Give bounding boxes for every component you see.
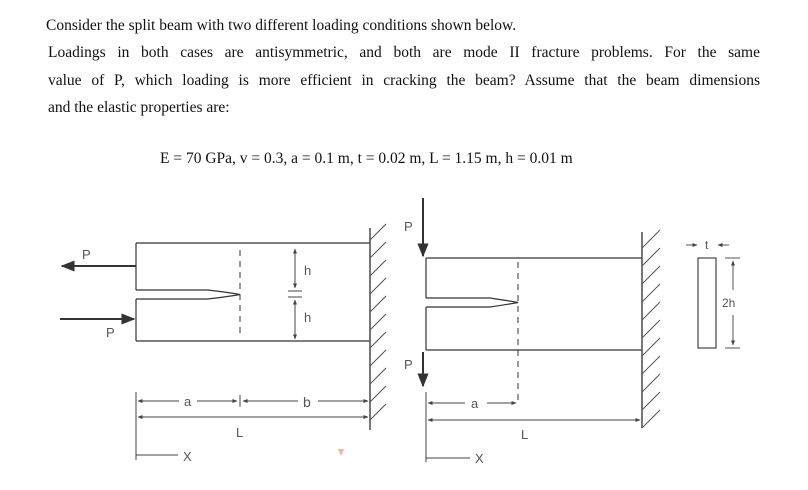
load-1-top-label: P bbox=[82, 247, 91, 262]
stray-mark-dot bbox=[338, 449, 344, 456]
load-2-top-label: P bbox=[404, 219, 413, 234]
axis-x-1: X bbox=[183, 449, 192, 464]
dim-L-2: L bbox=[521, 427, 529, 442]
load-1-bottom-label: P bbox=[106, 325, 115, 340]
wall-1 bbox=[370, 224, 386, 430]
beam-1-outline bbox=[136, 243, 370, 341]
wall-2 bbox=[642, 230, 660, 428]
dim-2h: 2h bbox=[722, 296, 736, 310]
figure-2-beam bbox=[404, 198, 660, 466]
axis-x-2: X bbox=[475, 451, 484, 466]
material-properties: E = 70 GPa, v = 0.3, a = 0.1 m, t = 0.02 m, L = 1.15 m, h = 0.01 m bbox=[160, 150, 573, 167]
problem-line-3: value of P, which loading is more efficient in cracking the beam? Assume that the beam dimensions bbox=[48, 72, 760, 89]
figure-1-split-beam bbox=[60, 224, 386, 464]
dim-t: t bbox=[705, 238, 709, 252]
ab-dimensions bbox=[136, 392, 368, 460]
h-dimensions bbox=[288, 249, 302, 339]
problem-line-1: Consider the split beam with two different loading conditions shown below. bbox=[46, 17, 517, 34]
problem-line-2: Loadings in both cases are antisymmetric, and both are mode II fracture problems. For the same bbox=[48, 44, 760, 61]
a-L-dimensions-2 bbox=[426, 392, 640, 462]
load-2-bottom-label: P bbox=[404, 357, 413, 372]
dim-L-1: L bbox=[236, 425, 244, 440]
dim-a-1: a bbox=[184, 394, 192, 409]
dim-a-2: a bbox=[471, 396, 479, 411]
dim-h-lower: h bbox=[304, 310, 312, 325]
cross-section bbox=[686, 238, 740, 348]
dim-h-upper: h bbox=[304, 263, 312, 278]
cross-section-rect bbox=[698, 258, 716, 348]
dim-b: b bbox=[303, 394, 311, 410]
beam-2-outline bbox=[426, 258, 642, 402]
problem-line-4: and the elastic properties are: bbox=[48, 99, 230, 116]
